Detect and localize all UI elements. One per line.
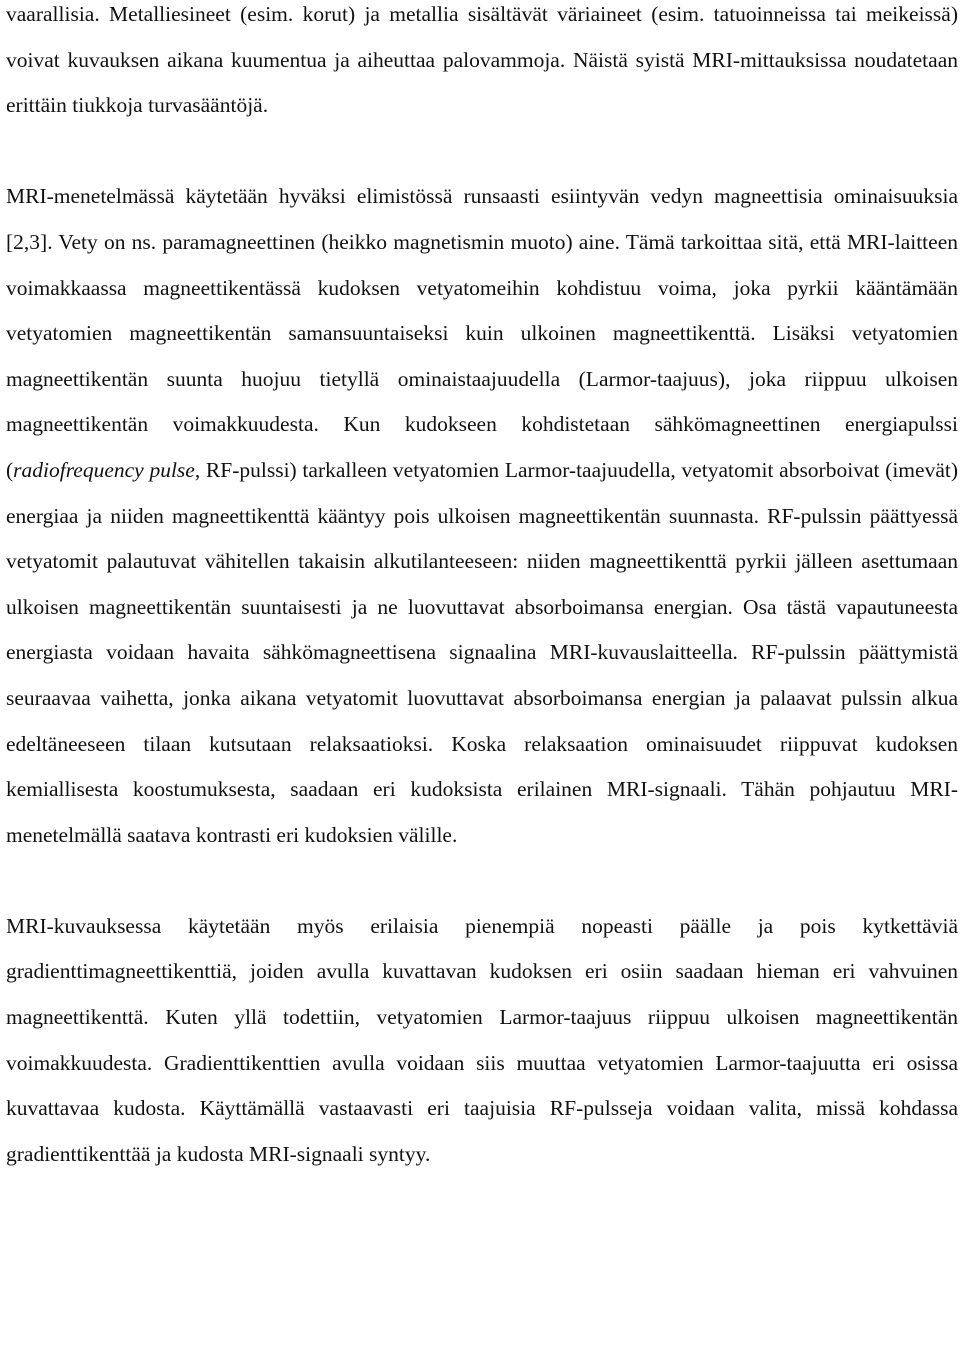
- paragraph-text: vaarallisia. Metalliesineet (esim. korut) ja metallia sisältävät väriaineet (esim. tatuoinneissa tai meikeissä) voivat kuvauksen aikana kuumentua ja aiheuttaa palovammoja. Näistä syistä MRI-mittauksissa noudatetaan erittäin tiukkoja turvasääntöjä.: [6, 2, 958, 118]
- paragraph-mri-principle: [6, 174, 958, 858]
- paragraph-text-end: , RF-pulssi) tarkalleen vetyatomien Larmor-taajuudella, vetyatomit absorboivat (imevät) energiaa ja niiden magneettikenttä kääntyy pois ulkoisen magneettikentän suunnasta. RF-pulssin päättyessä vetyatomit palautuvat vähitellen takaisin alkutilanteeseen: niiden magneettikenttä pyrkii jälleen asettumaan ulkoisen magneettikentän suuntaisesti ja ne luovuttavat absorboimansa energian. Osa tästä vapautuneesta energiasta voidaan havaita sähkömagneettisena signaalina MRI-kuvauslaitteella. RF-pulssin päättymistä seuraavaa vaihetta, jonka aikana vetyatomit luovuttavat absorboimansa energian ja palaavat pulssin alkua edeltäneeseen tilaan kutsutaan relaksaatioksi. Koska relaksaation ominaisuudet riippuvat kudoksen kemiallisesta koostumuksesta, saadaan eri kudoksista erilainen MRI-signaali. Tähän pohjautuu MRI-menetelmällä saatava kontrasti eri kudoksien välille.: [6, 457, 959, 847]
- document-page: [6, 0, 958, 1177]
- paragraph-text-start: MRI-menetelmässä käytetään hyväksi elimistössä runsaasti esiintyvän vedyn magneettisia ominaisuuksia [2,3]. Vety on ns. paramagneettinen (heikko magnetismin muoto) aine. Tämä tarkoittaa sitä, että MRI-laitteen voimakkaassa magneettikentässä kudoksen vetyatomeihin kohdistuu voima, joka pyrkii kääntämään vetyatomien magneettikentän samansuuntaiseksi kuin ulkoinen magneettikenttä. Lisäksi vetyatomien magneettikentän suunta huojuu tietyllä ominaistaajuudella (Larmor-taajuus), joka riippuu ulkoisen magneettikentän voimakkuudesta. Kun kudokseen kohdistetaan sähkömagneettinen energiapulssi (: [6, 184, 958, 482]
- italic-term: radiofrequency pulse: [13, 457, 195, 482]
- paragraph-gradient-fields: [6, 904, 958, 1178]
- paragraph-text: MRI-kuvauksessa käytetään myös erilaisia pienempiä nopeasti päälle ja pois kytkettäviä gradienttimagneettikenttiä, joiden avulla kuvattavan kudoksen eri osiin saadaan hieman eri vahvuinen magneettikenttä. Kuten yllä todettiin, vetyatomien Larmor-taajuus riippuu ulkoisen magneettikentän voimakkuudesta. Gradienttikenttien avulla voidaan siis muuttaa vetyatomien Larmor-taajuutta eri osissa kuvattavaa kudosta. Käyttämällä vastaavasti eri taajuisia RF-pulsseja voidaan valita, missä kohdassa gradienttikenttää ja kudosta MRI-signaali syntyy.: [6, 913, 958, 1166]
- paragraph-safety: [6, 0, 958, 129]
